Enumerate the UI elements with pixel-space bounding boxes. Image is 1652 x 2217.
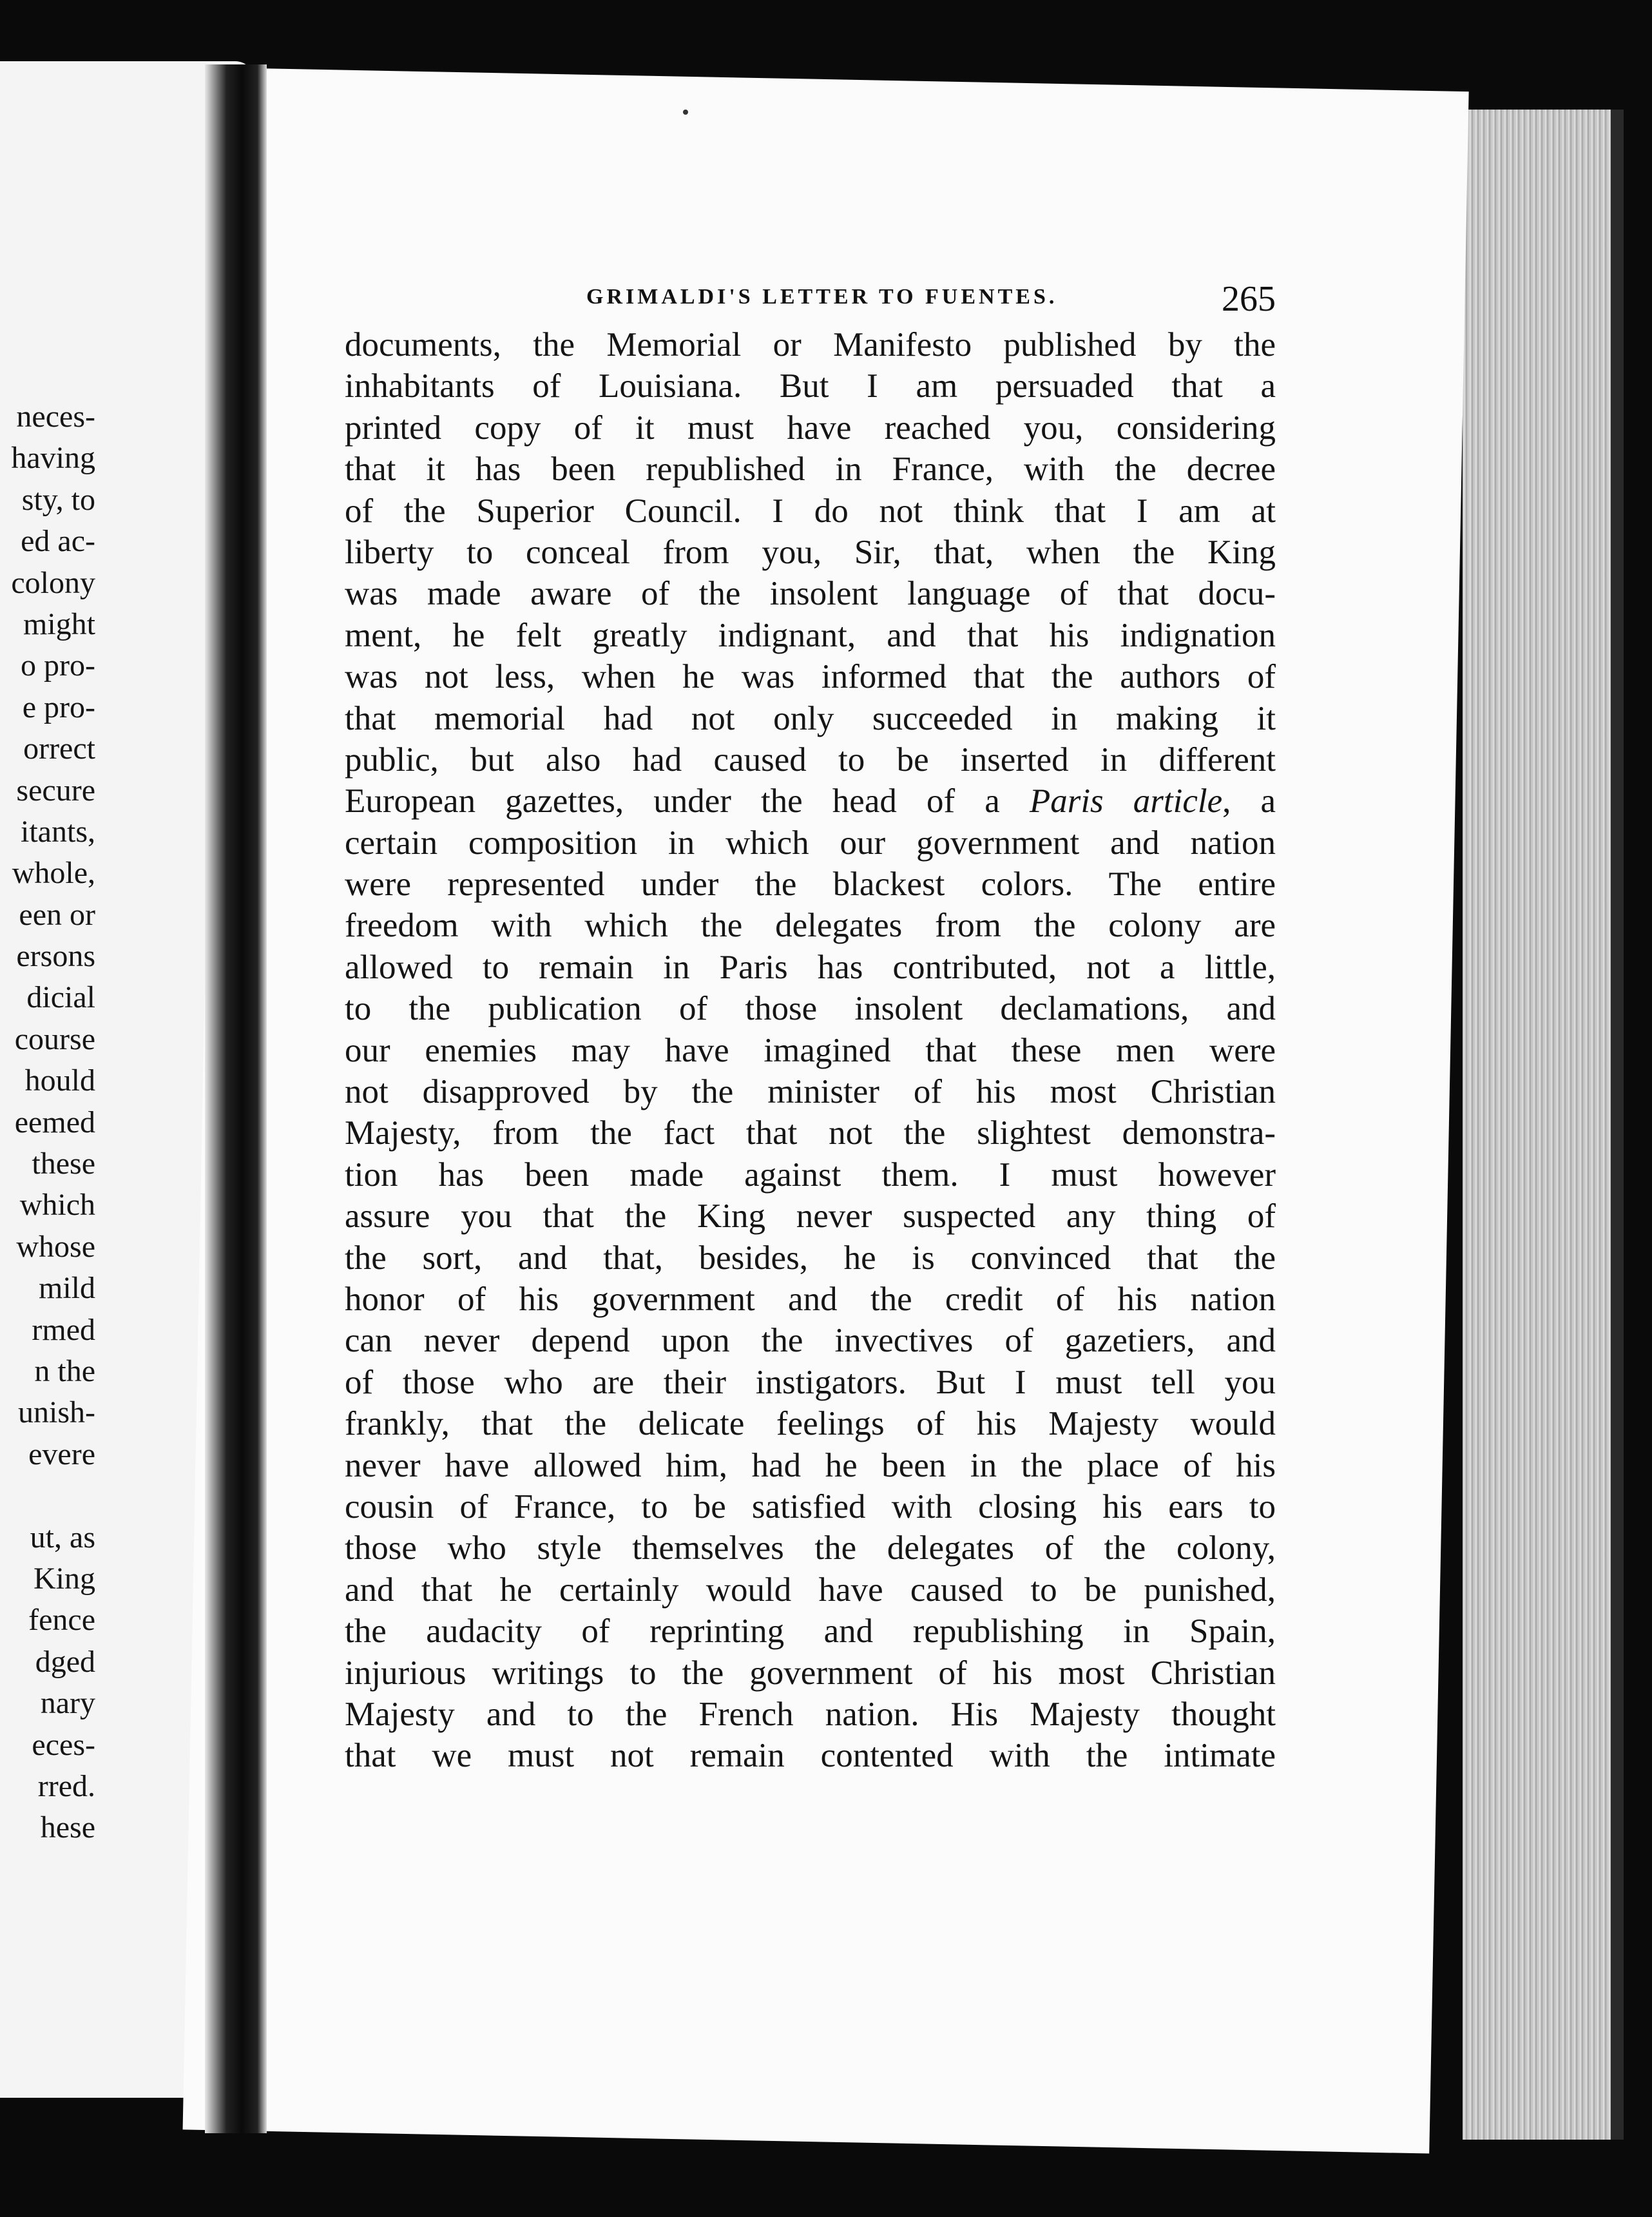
text-line: [345, 490, 1276, 532]
left-fragment: hould: [24, 1063, 95, 1098]
text-line: [345, 1196, 1276, 1237]
text-line-content: that memorial had not only succeeded in making it: [345, 699, 1276, 737]
text-line-content: honor of his government and the credit of his nation: [345, 1280, 1276, 1318]
left-fragment: orrect: [23, 731, 95, 766]
left-fragment: rred.: [37, 1768, 95, 1803]
text-line-content: was not less, when he was informed that the authors of: [345, 658, 1276, 696]
text-line: [345, 698, 1276, 739]
text-line-content: the audacity of reprinting and republishing in Spain,: [345, 1612, 1276, 1651]
left-fragment: whose: [16, 1229, 95, 1264]
italic-phrase: Paris article: [1029, 782, 1223, 820]
page-block-edges: [1463, 110, 1611, 2140]
left-fragment: fence: [28, 1603, 95, 1638]
body-text: [345, 324, 1276, 1777]
running-title: GRIMALDI'S LETTER TO FUENTES.: [586, 285, 1058, 309]
text-line: [345, 1694, 1276, 1735]
text-line-content: frankly, that the delicate feelings of his Majesty would: [345, 1405, 1276, 1443]
text-line: [345, 1403, 1276, 1444]
left-fragment: n the: [34, 1353, 95, 1388]
text-line-content: those who style themselves the delegates of the colony,: [345, 1529, 1276, 1567]
left-fragment: King: [34, 1561, 95, 1596]
text-line: [345, 615, 1276, 656]
text-line-content: of the Superior Council. I do not think that I am at: [345, 492, 1276, 530]
left-fragment: whole,: [12, 856, 95, 891]
left-fragment: hese: [40, 1810, 95, 1845]
left-fragment: unish-: [18, 1395, 95, 1430]
left-fragment: colony: [11, 565, 95, 600]
text-line: [345, 407, 1276, 449]
italic-suffix: , a: [1222, 782, 1276, 820]
left-fragment: ersons: [16, 939, 95, 974]
text-line: [345, 1362, 1276, 1403]
left-fragment: course: [14, 1021, 95, 1056]
text-line-content: public, but also had caused to be inserted in different: [345, 741, 1276, 779]
text-line: [345, 1320, 1276, 1361]
text-line: [345, 1527, 1276, 1569]
text-line: [345, 1279, 1276, 1320]
text-line: [345, 988, 1276, 1029]
left-fragment: een or: [19, 897, 95, 932]
left-fragment: eemed: [14, 1105, 95, 1139]
text-line-content: of those who are their instigators. But I must tell you: [345, 1363, 1276, 1401]
text-line: [345, 1611, 1276, 1652]
text-line: [345, 822, 1276, 864]
text-line-content: inhabitants of Louisiana. But I am persuaded that a: [345, 367, 1276, 405]
text-line: [345, 1486, 1276, 1527]
left-fragment: neces-: [16, 400, 95, 434]
text-line: [345, 1735, 1276, 1776]
text-line: [345, 324, 1276, 365]
text-line-content: the sort, and that, besides, he is convinced that the: [345, 1239, 1276, 1277]
text-line: [345, 864, 1276, 905]
text-line: [345, 1569, 1276, 1611]
left-fragment: rmed: [32, 1312, 95, 1347]
left-fragment: secure: [16, 773, 95, 808]
text-line: [345, 365, 1276, 407]
text-line-content: liberty to conceal from you, Sir, that, when the King: [345, 533, 1276, 571]
text-line-content: not disapproved by the minister of his most Christian: [345, 1073, 1276, 1111]
text-line-content: and that he certainly would have caused to be punished,: [345, 1571, 1276, 1609]
text-line-content: can never depend upon the invectives of gazetiers, and: [345, 1322, 1276, 1360]
text-line-content: that it has been republished in France, with the decree: [345, 450, 1276, 489]
left-fragment: ut, as: [30, 1520, 95, 1554]
text-line: [345, 656, 1276, 697]
left-fragment: dicial: [26, 980, 95, 1015]
text-line-content: documents, the Memorial or Manifesto published by the: [345, 326, 1276, 363]
text-line-content: our enemies may have imagined that these men were: [345, 1031, 1276, 1069]
text-line-content: injurious writings to the government of his most Christian: [345, 1654, 1276, 1692]
text-line-content: never have allowed him, had he been in the place of his: [345, 1446, 1276, 1484]
text-line: [345, 1071, 1276, 1112]
text-line: [345, 449, 1276, 490]
left-fragment: these: [32, 1147, 95, 1181]
text-line-content: was made aware of the insolent language of that docu-: [345, 575, 1276, 613]
left-fragment: itants,: [21, 814, 95, 849]
text-line: [345, 1154, 1276, 1196]
text-line: [345, 1237, 1276, 1279]
text-line: [345, 573, 1276, 614]
text-line: [345, 1030, 1276, 1071]
text-line-content: Majesty and to the French nation. His Majesty thought: [345, 1695, 1276, 1733]
left-fragment: sty, to: [21, 482, 95, 517]
left-fragment: evere: [28, 1437, 95, 1471]
text-line-content: European gazettes, under the head of a: [345, 782, 1030, 820]
text-line: [345, 1445, 1276, 1486]
ink-speck: [683, 110, 688, 115]
left-fragment: might: [23, 606, 95, 641]
text-line-content: were represented under the blackest colors. The entire: [345, 866, 1276, 904]
left-fragment: which: [19, 1188, 95, 1223]
text-line-content: freedom with which the delegates from the colony are: [345, 907, 1276, 945]
left-fragment: mild: [38, 1271, 95, 1306]
text-line-content: certain composition in which our government and nation: [345, 824, 1276, 862]
text-line: [345, 1112, 1276, 1154]
page-number: 265: [1222, 279, 1276, 319]
text-line-content: that we must not remain contented with the intimate: [345, 1737, 1276, 1775]
left-page-text: [0, 396, 95, 1849]
left-fragment: [0, 1475, 95, 1516]
text-line: [345, 1652, 1276, 1694]
text-line: [345, 532, 1276, 573]
text-line-content: tion has been made against them. I must however: [345, 1156, 1276, 1194]
left-fragment: dged: [35, 1644, 95, 1679]
text-line: [345, 739, 1276, 780]
left-fragment: ed ac-: [21, 524, 95, 559]
text-line-content: allowed to remain in Paris has contributed, not a little,: [345, 948, 1276, 986]
left-fragment: o pro-: [21, 648, 95, 683]
text-line-content: cousin of France, to be satisfied with closing his ears to: [345, 1487, 1276, 1525]
text-line-content: ment, he felt greatly indignant, and that his indignation: [345, 616, 1276, 654]
text-line: [345, 947, 1276, 988]
left-fragment: e pro-: [22, 690, 95, 724]
text-line-content: printed copy of it must have reached you, considering: [345, 409, 1276, 447]
left-fragment: eces-: [32, 1727, 95, 1762]
text-line-content: to the publication of those insolent declamations, and: [345, 990, 1276, 1028]
text-line: [345, 905, 1276, 946]
text-line-content: assure you that the King never suspected any thing of: [345, 1197, 1276, 1235]
book-gutter: [205, 64, 267, 2133]
text-line: [345, 780, 1276, 822]
left-fragment: nary: [40, 1686, 95, 1721]
text-line-content: Majesty, from the fact that not the slightest demonstra-: [345, 1114, 1276, 1152]
left-fragment: having: [11, 441, 95, 476]
